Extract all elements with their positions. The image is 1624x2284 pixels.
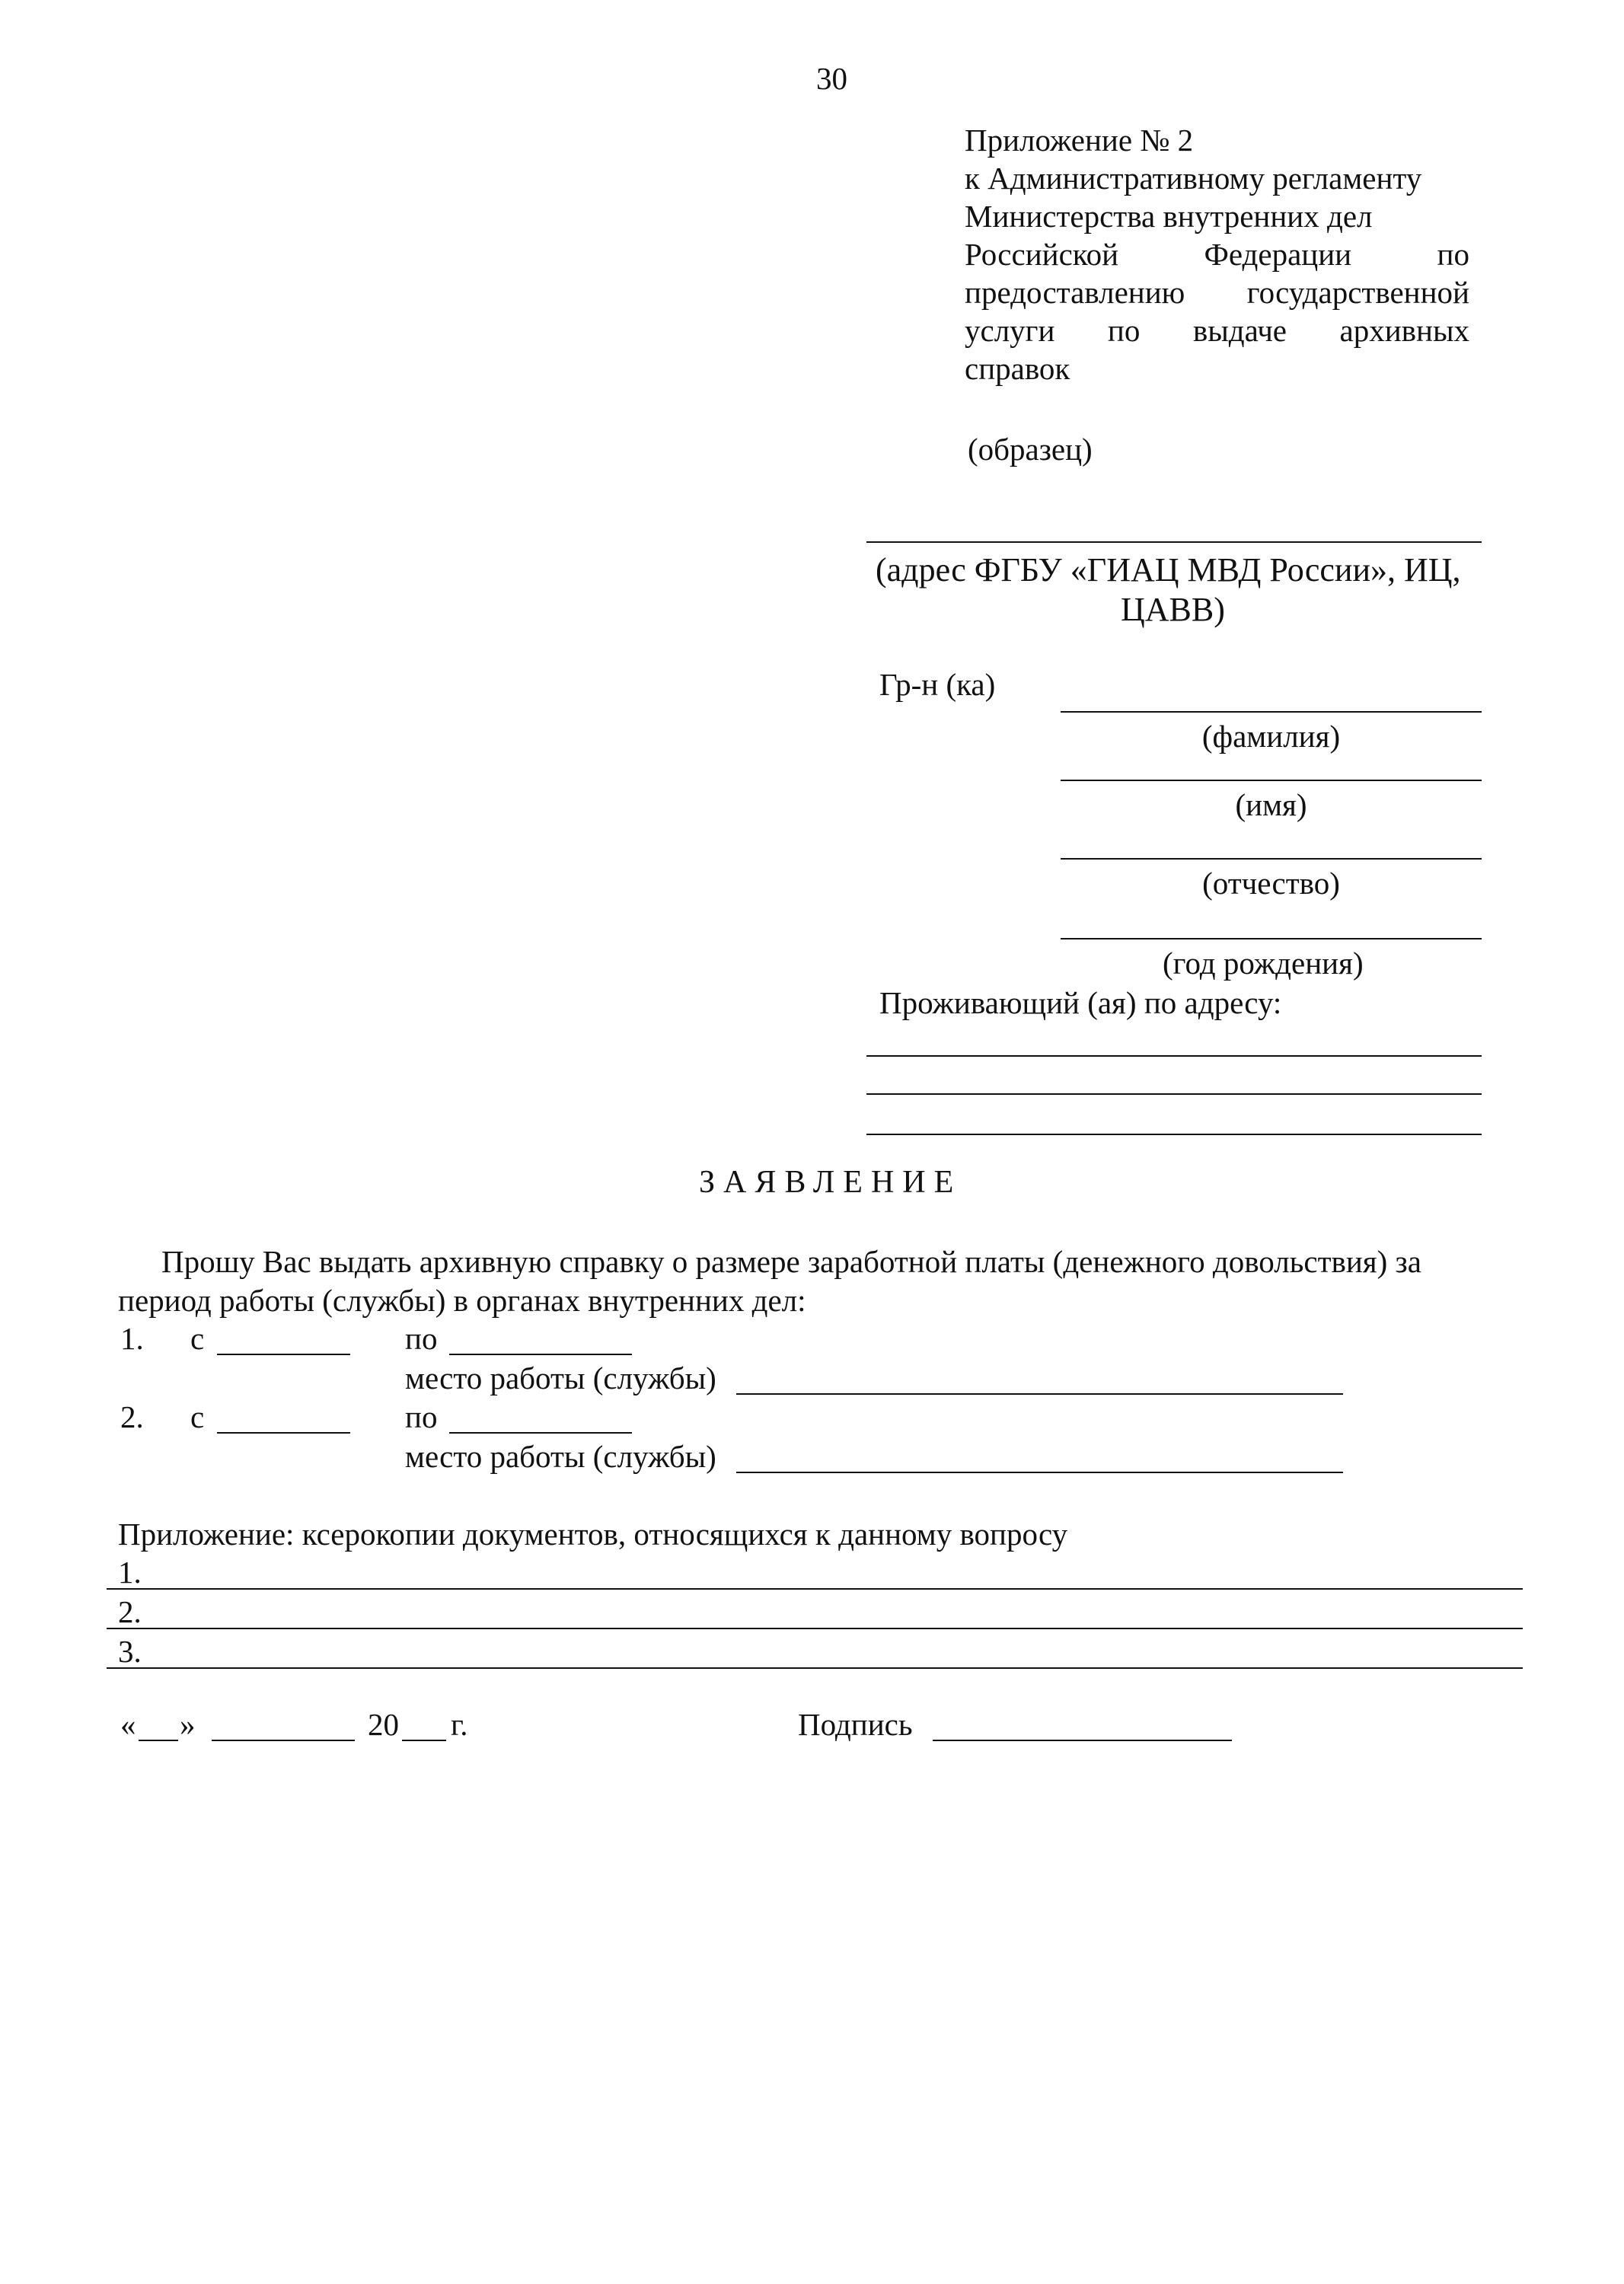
- attachment-line[interactable]: [107, 1588, 1523, 1590]
- appendix-line: Российской Федерации по: [965, 237, 1469, 272]
- date-quote-open: «: [120, 1707, 136, 1742]
- workplace-label: место работы (службы): [405, 1439, 716, 1474]
- signature-label: Подпись: [798, 1707, 913, 1742]
- period-to-field[interactable]: [449, 1354, 632, 1355]
- period-to-label: по: [405, 1321, 438, 1356]
- date-year-field[interactable]: [402, 1740, 446, 1741]
- appendix-line: Министерства внутренних дел: [965, 199, 1373, 234]
- period-from-field[interactable]: [217, 1432, 350, 1434]
- address-caption: ЦАВВ): [1121, 591, 1225, 628]
- appendix-line: справок: [965, 351, 1070, 386]
- period-from-label: с: [190, 1321, 205, 1356]
- page-number: 30: [816, 61, 847, 96]
- address-line[interactable]: [866, 541, 1482, 543]
- date-day-field[interactable]: [139, 1740, 178, 1741]
- appendix-line: услуги по выдаче архивных: [965, 313, 1469, 348]
- attachments-label: Приложение: ксерокопии документов, относящихся к данному вопросу: [118, 1517, 1068, 1552]
- workplace-label: место работы (службы): [405, 1361, 716, 1396]
- workplace-field[interactable]: [736, 1472, 1343, 1473]
- workplace-field[interactable]: [736, 1393, 1343, 1395]
- period-from-field[interactable]: [217, 1354, 350, 1355]
- residence-line[interactable]: [866, 1093, 1482, 1095]
- appendix-line: к Административному регламенту: [965, 161, 1422, 196]
- period-number: 2.: [120, 1399, 144, 1434]
- name-line[interactable]: [1061, 780, 1482, 781]
- residence-label: Проживающий (ая) по адресу:: [879, 985, 1282, 1020]
- attachment-line[interactable]: [107, 1667, 1523, 1669]
- attachment-number: 1.: [118, 1555, 142, 1590]
- attachment-number: 2.: [118, 1594, 142, 1629]
- statement-heading: ЗАЯВЛЕНИЕ: [699, 1165, 962, 1200]
- residence-line[interactable]: [866, 1134, 1482, 1135]
- date-year-suffix: г.: [451, 1707, 468, 1742]
- birth-year-caption: (год рождения): [1163, 946, 1364, 981]
- date-quote-close: »: [180, 1707, 196, 1742]
- residence-line[interactable]: [866, 1055, 1482, 1057]
- citizen-label: Гр-н (ка): [879, 667, 996, 702]
- statement-body: период работы (службы) в органах внутренних дел:: [118, 1283, 806, 1318]
- statement-body: Прошу Вас выдать архивную справку о размере заработной платы (денежного довольствия) за: [161, 1244, 1421, 1279]
- period-to-label: по: [405, 1399, 438, 1434]
- address-caption: (адрес ФГБУ «ГИАЦ МВД России», ИЦ,: [876, 551, 1461, 589]
- patronymic-caption: (отчество): [1202, 866, 1340, 901]
- attachment-number: 3.: [118, 1634, 142, 1669]
- surname-line[interactable]: [1061, 711, 1482, 713]
- appendix-title: Приложение № 2: [965, 123, 1194, 158]
- date-month-field[interactable]: [212, 1740, 355, 1741]
- patronymic-line[interactable]: [1061, 858, 1482, 860]
- date-year-prefix: 20: [368, 1707, 399, 1742]
- birth-year-line[interactable]: [1061, 938, 1482, 939]
- attachment-line[interactable]: [107, 1628, 1523, 1629]
- surname-caption: (фамилия): [1201, 719, 1341, 754]
- period-number: 1.: [120, 1321, 144, 1356]
- signature-line[interactable]: [933, 1740, 1232, 1741]
- period-to-field[interactable]: [449, 1432, 632, 1434]
- sample-note: (образец): [968, 432, 1093, 467]
- appendix-line: предоставлению государственной: [965, 275, 1469, 310]
- period-from-label: с: [190, 1399, 205, 1434]
- name-caption: (имя): [1235, 787, 1307, 822]
